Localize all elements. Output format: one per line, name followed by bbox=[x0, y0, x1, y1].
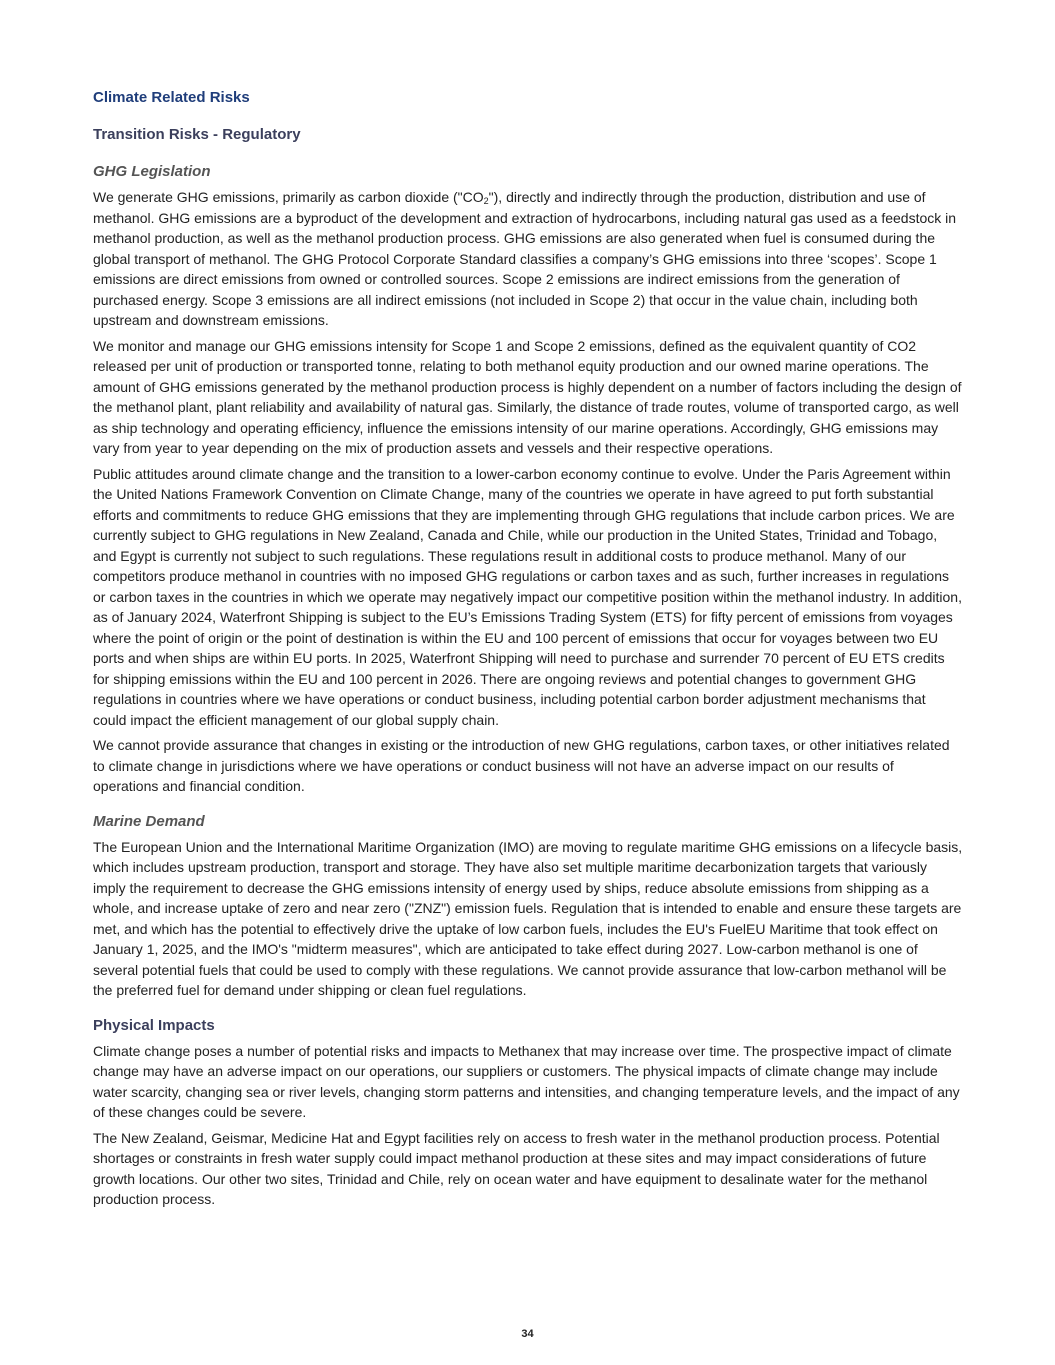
ghg-paragraph-1 bbox=[93, 187, 963, 331]
ghg-paragraph-2: We monitor and manage our GHG emissions intensity for Scope 1 and Scope 2 emissions, defined as the equivalent quantity of CO2 released per unit of production or transported tonne, relating to both methanol equity production and our owned marine operations. The amount of GHG emissions generated by the methanol production process is highly dependent on a number of factors including the design of the methanol plant, plant reliability and availability of natural gas. Similarly, the distance of trade routes, volume of transported cargo, as well as ship technology and operating efficiency, influence the emissions intensity of our marine operations. Accordingly, GHG emissions may vary from year to year depending on the mix of production assets and vessels and their respective operations. bbox=[93, 337, 962, 456]
ghg-p1-after: "), directly and indirectly through the production, distribution and use of methanol. GHG emissions are a byproduct of the development and extraction of hydrocarbons, including natural gas used as a feedstock in methanol production, as well as the methanol production process. GHG emissions are also generated when fuel is consumed during the global transport of methanol. The GHG Protocol Corporate Standard classifies a company’s GHG emissions into three ‘scopes’. Scope 1 emissions are direct emissions from owned or controlled sources. Scope 2 emissions are indirect emissions from the generation of purchased energy. Scope 3 emissions are all indirect emissions (not included in Scope 2) that occur in the value chain, including both upstream and downstream emissions. bbox=[93, 189, 957, 328]
section-heading: Climate Related Risks bbox=[93, 89, 250, 106]
ghg-paragraph-4: We cannot provide assurance that changes in existing or the introduction of new GHG regulations, carbon taxes, or other initiatives related to climate change in jurisdictions where we have operations or conduct business will not have an adverse impact on our results of operations and financial condition. bbox=[93, 737, 950, 794]
page-number: 34 bbox=[521, 1328, 534, 1340]
document-page bbox=[93, 88, 963, 1215]
physical-impacts-title: Physical Impacts bbox=[93, 1016, 215, 1034]
physical-paragraph-1: Climate change poses a number of potential risks and impacts to Methanex that may increase over time. The prospective impact of climate change may have an adverse impact on our operations, our suppliers or customers. The physical impacts of climate change may include water scarcity, changing sea or river levels, changing storm patterns and intensities, and changing temperature levels, and the impact of any of these changes could be severe. bbox=[93, 1042, 960, 1120]
physical-paragraph-2: The New Zealand, Geismar, Medicine Hat and Egypt facilities rely on access to fresh water in the methanol production process. Potential shortages or constraints in fresh water supply could impact methanol production at these sites and may impact considerations of future growth locations. Our other two sites, Trinidad and Chile, rely on ocean water and have equipment to desalinate water for the methanol production process. bbox=[93, 1129, 940, 1207]
subsection-heading: Transition Risks - Regulatory bbox=[93, 126, 301, 143]
ghg-p1-before: We generate GHG emissions, primarily as carbon dioxide ("CO bbox=[93, 189, 484, 205]
ghg-paragraph-3: Public attitudes around climate change and the transition to a lower-carbon economy continue to evolve. Under the Paris Agreement within the United Nations Framework Convention on Climate Change, many of the countries we operate in have agreed to put forth substantial efforts and commitments to reduce GHG emissions that they are implementing through GHG regulations that include carbon prices. We are currently subject to GHG regulations in New Zealand, Canada and Chile, while our production in the United States, Trinidad and Tobago, and Egypt is currently not subject to such regulations. These regulations result in additional costs to produce methanol. Many of our competitors produce methanol in countries with no imposed GHG regulations or carbon taxes and as such, further increases in regulations or carbon taxes in the countries in which we operate may negatively impact our competitive position within the methanol industry. In addition, as of January 2024, Waterfront Shipping is subject to the EU’s Emissions Trading System (ETS) for fifty percent of emissions from voyages where the point of origin or the point of destination is within the EU and 100 percent of emissions that occur for voyages between two EU ports and when ships are within EU ports. In 2025, Waterfront Shipping will need to purchase and surrender 70 percent of EU ETS credits for shipping emissions within the EU and 100 percent in 2026. There are ongoing reviews and potential changes to government GHG regulations in countries where we have operations or conduct business, including potential carbon border adjustment mechanisms that could impact the efficient management of our global supply chain. bbox=[93, 465, 962, 728]
co2-subscript: 2 bbox=[483, 196, 489, 206]
ghg-legislation-title: GHG Legislation bbox=[93, 163, 211, 180]
marine-paragraph-1: The European Union and the International Maritime Organization (IMO) are moving to regulate maritime GHG emissions on a lifecycle basis, which includes upstream production, transport and storage. They have also set multiple maritime decarbonization targets that variously imply the requirement to decrease the GHG emissions intensity of energy used by ships, reduce absolute emissions from shipping as a whole, and increase uptake of zero and near zero ("ZNZ") emission fuels. Regulation that is intended to enable and ensure these targets are met, and which has the potential to effectively drive the uptake of low carbon fuels, includes the EU's FuelEU Maritime that took effect on January 1, 2025, and the IMO's "midterm measures", which are anticipated to take effect during 2027. Low-carbon methanol is one of several potential fuels that could be used to comply with these regulations. We cannot provide assurance that low-carbon methanol will be the preferred fuel for demand under shipping or clean fuel regulations. bbox=[93, 838, 963, 998]
marine-demand-title: Marine Demand bbox=[93, 812, 205, 830]
